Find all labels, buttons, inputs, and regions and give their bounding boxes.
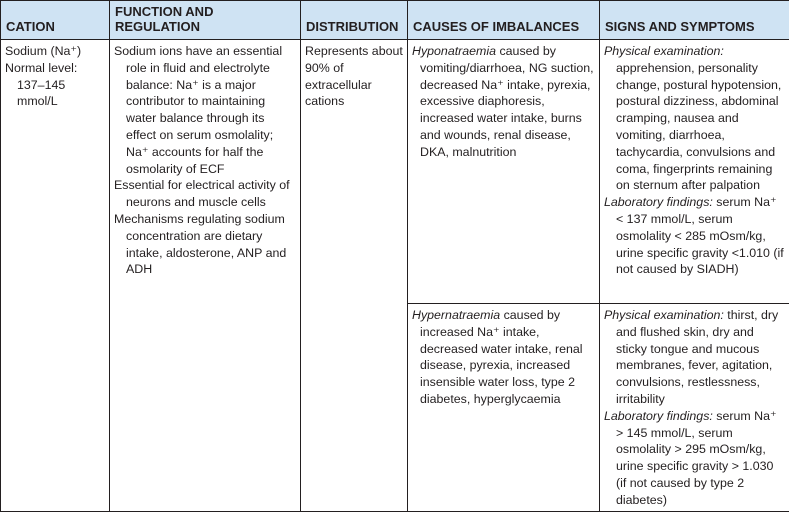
hypo-lab-label: Laboratory findings: <box>604 195 713 210</box>
header-distribution: DISTRIBUTION <box>301 1 408 40</box>
function-cell <box>110 40 301 512</box>
table-row <box>1 40 789 304</box>
hyper-cause-cell <box>408 304 600 512</box>
hyper-exam-label: Physical examination: <box>604 308 724 322</box>
distribution-text: Represents about 90% of extracellular cations <box>305 44 403 109</box>
header-signs: SIGNS AND SYMPTOMS <box>600 1 789 40</box>
hyper-exam-text: thirst, dry and flushed skin, dry and sticky tongue and mucous membranes, fever, agitation, convulsions, restlessness, irritability <box>616 308 779 406</box>
hypernatraemia-term: Hypernatraemia <box>412 308 501 322</box>
header-causes: CAUSES OF IMBALANCES <box>408 1 600 40</box>
distribution-cell <box>301 40 408 512</box>
header-cation: CATION <box>1 1 110 40</box>
table-header <box>1 1 789 40</box>
hypo-signs-cell <box>600 40 789 304</box>
hyponatraemia-term: Hyponatraemia <box>412 44 497 58</box>
hyper-signs-cell <box>600 304 789 512</box>
function-text: Essential for electrical activity of neurons and muscle cells <box>114 178 290 210</box>
hypo-cause-text: caused by vomiting/diarrhoea, NG suction, decreased Na⁺ intake, pyrexia, excessive diaphoresis, increased water intake, burns and wounds, renal disease, DKA, malnutrition <box>420 44 594 159</box>
normal-level-value: 137–145 mmol/L <box>17 77 66 109</box>
hyper-lab-label: Laboratory findings: <box>604 408 713 423</box>
hypo-exam-text: apprehension, personality change, postural hypotension, postural dizziness, abdominal cramping, nausea and vomiting, diarrhoea, tachycardia, convulsions and coma, fingerprints remaining on sternum after palpation <box>616 60 782 193</box>
normal-level-label: Normal level: <box>5 60 78 75</box>
cation-cell <box>1 40 110 512</box>
cation-name: Sodium (Na⁺) <box>5 44 82 58</box>
function-text: Mechanisms regulating sodium concentration are dietary intake, aldosterone, ANP and ADH <box>114 211 287 277</box>
hypo-lab-text: serum Na⁺ < 137 mmol/L, serum osmolality < 285 mOsm/kg, urine specific gravity <1.010 (if not caused by SIADH) <box>616 195 784 277</box>
hyper-lab-text: serum Na⁺ > 145 mmol/L, serum osmolality > 295 mOsm/kg, urine specific gravity > 1.030 (if not caused by type 2 diabetes) <box>616 408 777 507</box>
function-text: Sodium ions have an essential role in fluid and electrolyte balance: Na⁺ is a major contributor to maintaining water balance through its effect on serum osmolality; Na⁺ accounts for half the osmolarity of ECF <box>114 44 283 176</box>
header-function: FUNCTION AND REGULATION <box>110 1 301 40</box>
hypo-exam-label: Physical examination: <box>604 44 724 58</box>
hypo-cause-cell <box>408 40 600 304</box>
hyper-cause-text: caused by increased Na⁺ intake, decreased water intake, renal disease, pyrexia, increased insensible water loss, type 2 diabetes, hyperglycaemia <box>420 308 583 406</box>
